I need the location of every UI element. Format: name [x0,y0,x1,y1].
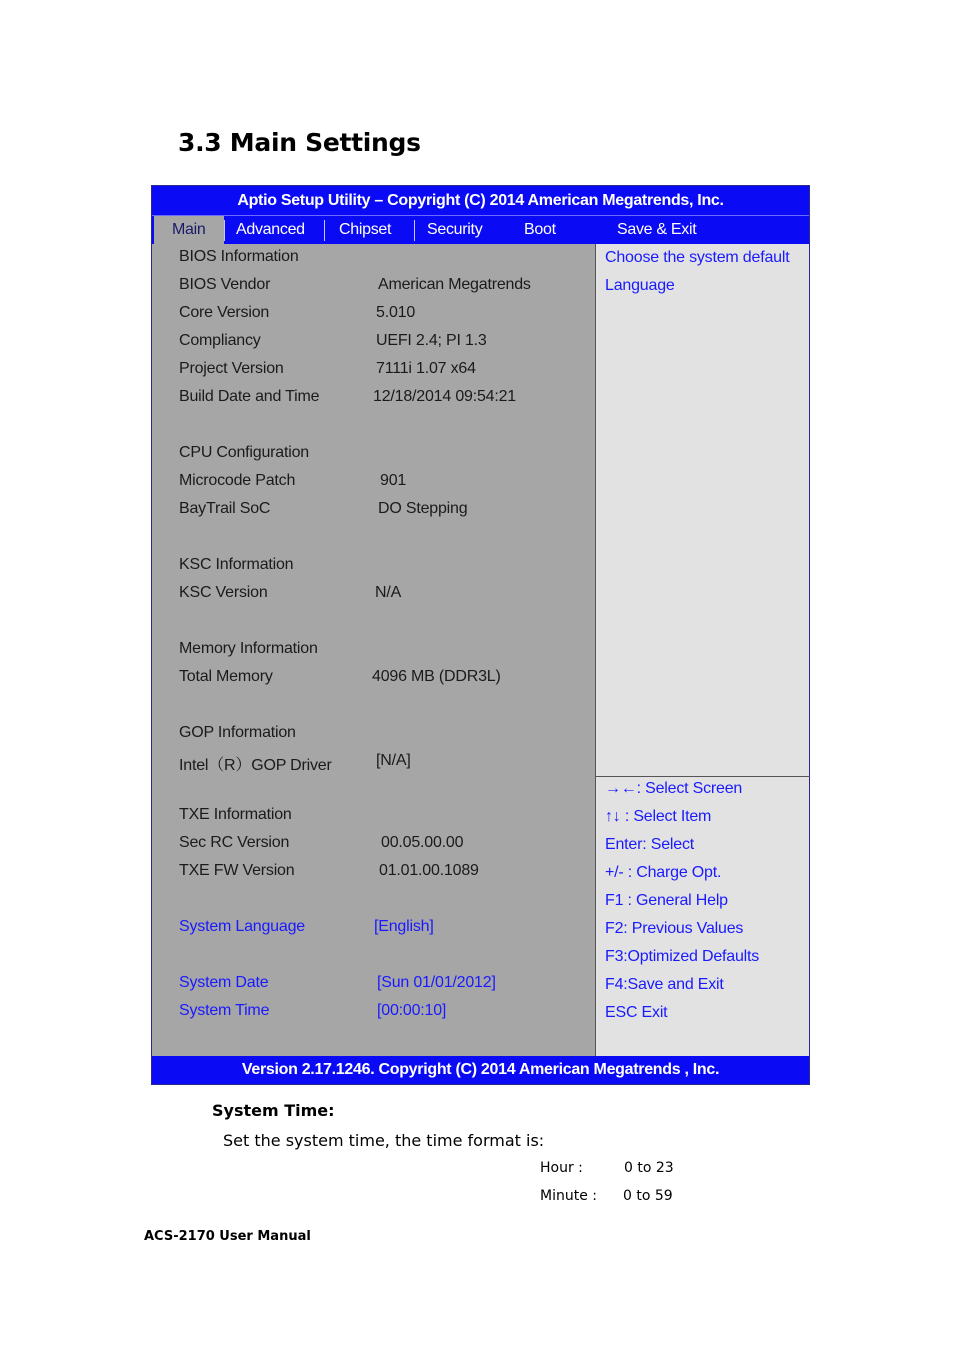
system-time-label[interactable]: System Time [179,1002,270,1019]
core-version-label: Core Version [179,304,270,321]
key-hint: F3:Optimized Defaults [605,948,760,965]
baytrail-soc-value: DO Stepping [378,500,468,517]
help-text-line: Choose the system default [605,249,790,266]
project-version-value: 7111i 1.07 x64 [376,360,476,377]
subsection-title: System Time: [212,1101,335,1120]
txe-fw-version-value: 01.01.00.1089 [379,862,479,879]
txe-info-heading: TXE Information [179,806,292,823]
system-time-value[interactable]: [00:00:10] [377,1002,447,1019]
memory-info-heading: Memory Information [179,640,318,657]
total-memory-value: 4096 MB (DDR3L) [372,668,501,685]
tab-separator [414,220,415,241]
bios-info-heading: BIOS Information [179,248,299,265]
hour-range: 0 to 23 [624,1160,674,1176]
compliancy-label: Compliancy [179,332,261,349]
compliancy-value: UEFI 2.4; PI 1.3 [376,332,487,349]
bios-header: Aptio Setup Utility – Copyright (C) 2014 American Megatrends, Inc. [152,186,809,215]
tab-security[interactable]: Security [427,221,483,238]
key-hint: Enter: Select [605,836,695,853]
project-version-label: Project Version [179,360,284,377]
baytrail-soc-label: BayTrail SoC [179,500,271,517]
cpu-config-heading[interactable]: CPU Configuration [179,444,309,461]
minute-range: 0 to 59 [623,1188,673,1204]
hour-label: Hour : [540,1160,583,1176]
microcode-patch-value: 901 [380,472,407,489]
ksc-info-heading: KSC Information [179,556,294,573]
bios-vendor-label: BIOS Vendor [179,276,271,293]
bios-help-panel [595,244,809,1056]
key-hint: +/- : Charge Opt. [605,864,722,881]
description-text: Set the system time, the time format is: [223,1131,545,1150]
key-hint: F4:Save and Exit [605,976,724,993]
tab-advanced[interactable]: Advanced [236,221,305,238]
ksc-version-value: N/A [375,584,402,601]
help-divider [596,776,810,777]
build-date-label: Build Date and Time [179,388,320,405]
tab-save-exit[interactable]: Save & Exit [617,221,697,238]
build-date-value: 12/18/2014 09:54:21 [373,388,517,405]
tab-main[interactable]: Main [154,216,224,244]
system-date-label[interactable]: System Date [179,974,269,991]
system-language-value[interactable]: [English] [374,918,434,935]
bios-tab-bar [152,215,809,244]
section-title: 3.3 Main Settings [178,128,421,157]
bios-setup-screen [151,185,810,1085]
bios-footer: Version 2.17.1246. Copyright (C) 2014 American Megatrends , Inc. [152,1056,809,1084]
bios-main-panel [152,244,594,1056]
minute-label: Minute : [540,1188,597,1204]
tab-boot[interactable]: Boot [524,221,556,238]
manual-footer: ACS-2170 User Manual [144,1229,311,1244]
sec-rc-version-value: 00.05.00.00 [381,834,464,851]
system-language-label[interactable]: System Language [179,918,305,935]
gop-driver-label: Intel（R）GOP Driver [179,757,332,774]
ksc-version-label: KSC Version [179,584,268,601]
tab-chipset[interactable]: Chipset [339,221,392,238]
tab-separator [324,220,325,241]
tab-separator [224,220,225,241]
txe-fw-version-label: TXE FW Version [179,862,295,879]
gop-driver-value: [N/A] [376,752,411,769]
bios-vendor-value: American Megatrends [378,276,531,293]
key-hint: F1 : General Help [605,892,728,909]
key-hint: ESC Exit [605,1004,668,1021]
key-hint: F2: Previous Values [605,920,744,937]
key-hint: →←: Select Screen [605,780,743,797]
gop-info-heading: GOP Information [179,724,296,741]
core-version-value: 5.010 [376,304,416,321]
total-memory-label: Total Memory [179,668,273,685]
key-hint: ↑↓ : Select Item [605,808,712,825]
sec-rc-version-label: Sec RC Version [179,834,290,851]
system-date-value[interactable]: [Sun 01/01/2012] [377,974,496,991]
help-text-line: Language [605,277,675,294]
microcode-patch-label: Microcode Patch [179,472,296,489]
